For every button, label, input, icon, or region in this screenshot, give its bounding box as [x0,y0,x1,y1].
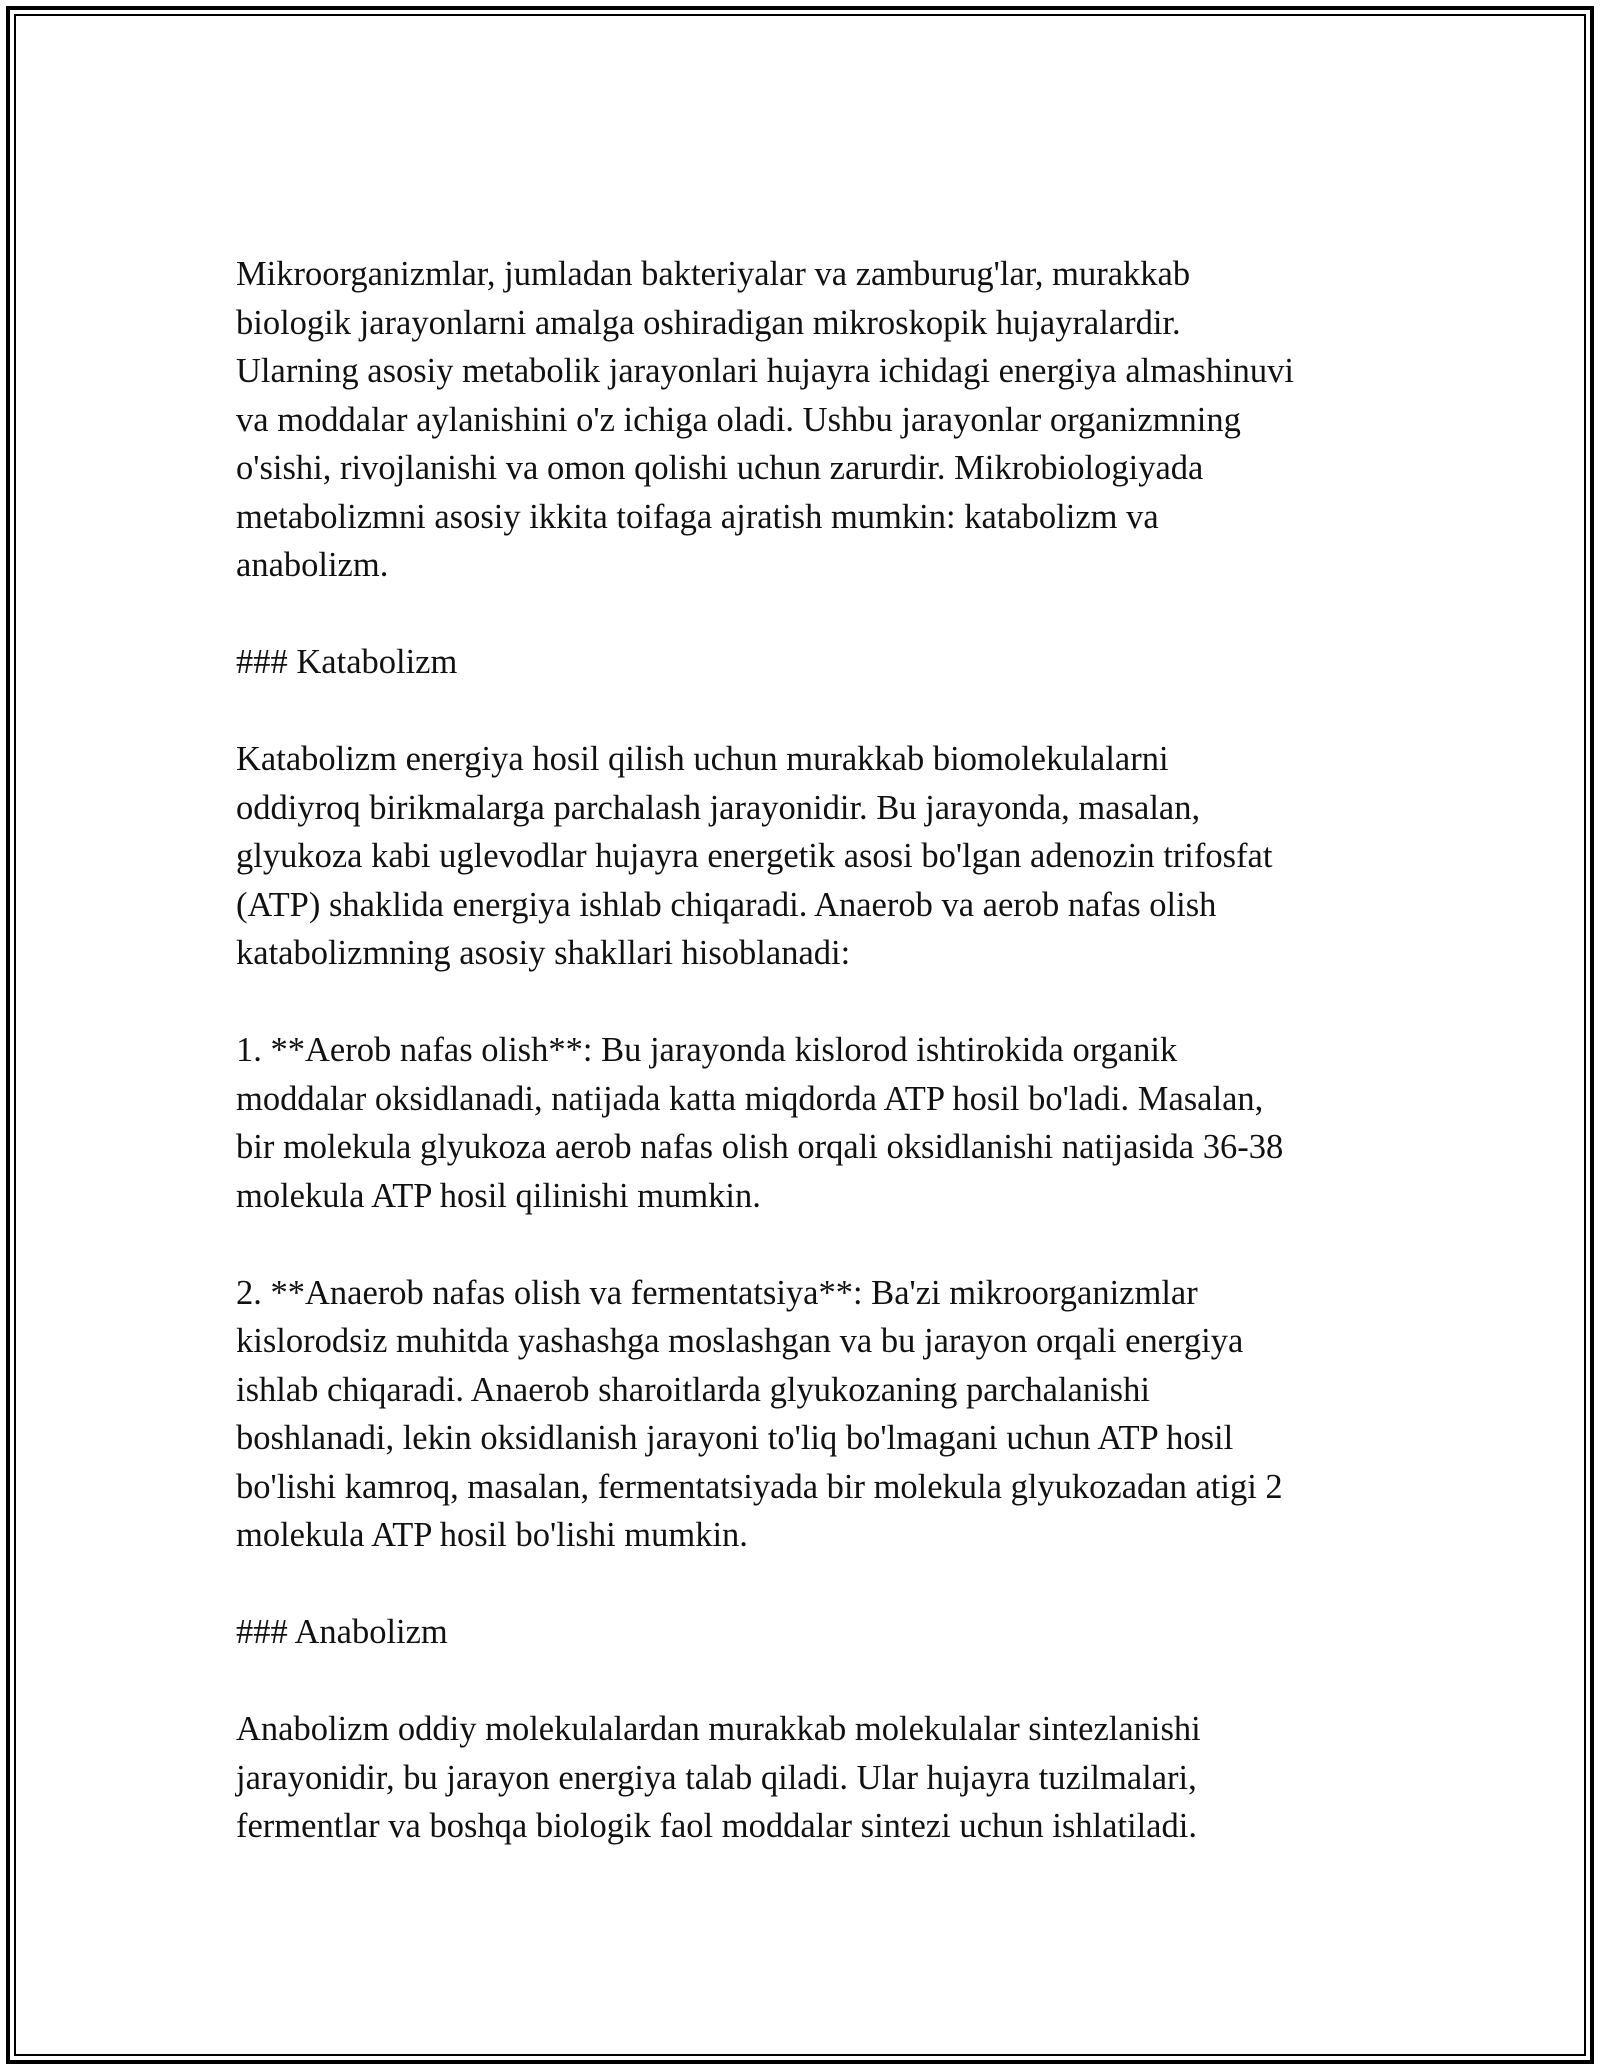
anabolizm-paragraph: Anabolizm oddiy molekulalardan murakkab molekulalar sintezlanishi jarayonidir, bu jarayon energiya talab qiladi. Ular hujayra tuzilmalari, fermentlar va boshqa biologik faol moddalar sintezi uchun ishlatiladi. [236,1710,1201,1845]
intro-paragraph: Mikroorganizmlar, jumladan bakteriyalar va zamburug'lar, murakkab biologik jarayonlarni amalga oshiradigan mikroskopik hujayralardir. Ularning asosiy metabolik jarayonlari hujayra ichidagi energiya almashinuvi va moddalar aylanishini o'z ichiga oladi. Ushbu jarayonlar organizmning o'sishi, rivojlanishi va omon qolishi uchun zarurdir. Mikrobiologiyada metabolizmni asosiy ikkita toifaga ajratish mumkin: katabolizm va anabolizm. [236,255,1295,584]
list-item-anaerob: 2. **Anaerob nafas olish va fermentatsiya**: Ba'zi mikroorganizmlar kislorodsiz muhitda yashashga moslashgan va bu jarayon orqali energiya ishlab chiqaradi. Anaerob sharoitlarda glyukozaning parchalanishi boshlanadi, lekin oksidlanish jarayoni to'liq bo'lmagani uchun ATP hosil bo'lishi kamroq, masalan, fermentatsiyada bir molekula glyukozadan atigi 2 molekula ATP hosil bo'lishi mumkin. [236,1273,1283,1554]
katabolizm-paragraph: Katabolizm energiya hosil qilish uchun murakkab biomolekulalarni oddiyroq birikmalarga parchalash jarayonidir. Bu jarayonda, masalan, glyukoza kabi uglevodlar hujayra energetik asosi bo'lgan adenozin trifosfat (ATP) shaklida energiya ishlab chiqaradi. Anaerob va aerob nafas olish katabolizmning asosiy shakllari hisoblanadi: [236,740,1273,972]
list-item-aerob: 1. **Aerob nafas olish**: Bu jarayonda kislorod ishtirokida organik moddalar oksidlanadi, natijada katta miqdorda ATP hosil bo'ladi. Masalan, bir molekula glyukoza aerob nafas olish orqali oksidlanishi natijasida 36-38 molekula ATP hosil qilinishi mumkin. [236,1031,1284,1215]
section-heading-katabolizm: ### Katabolizm [236,643,458,681]
section-heading-anabolizm: ### Anabolizm [236,1613,448,1651]
document-body [236,250,1366,1899]
